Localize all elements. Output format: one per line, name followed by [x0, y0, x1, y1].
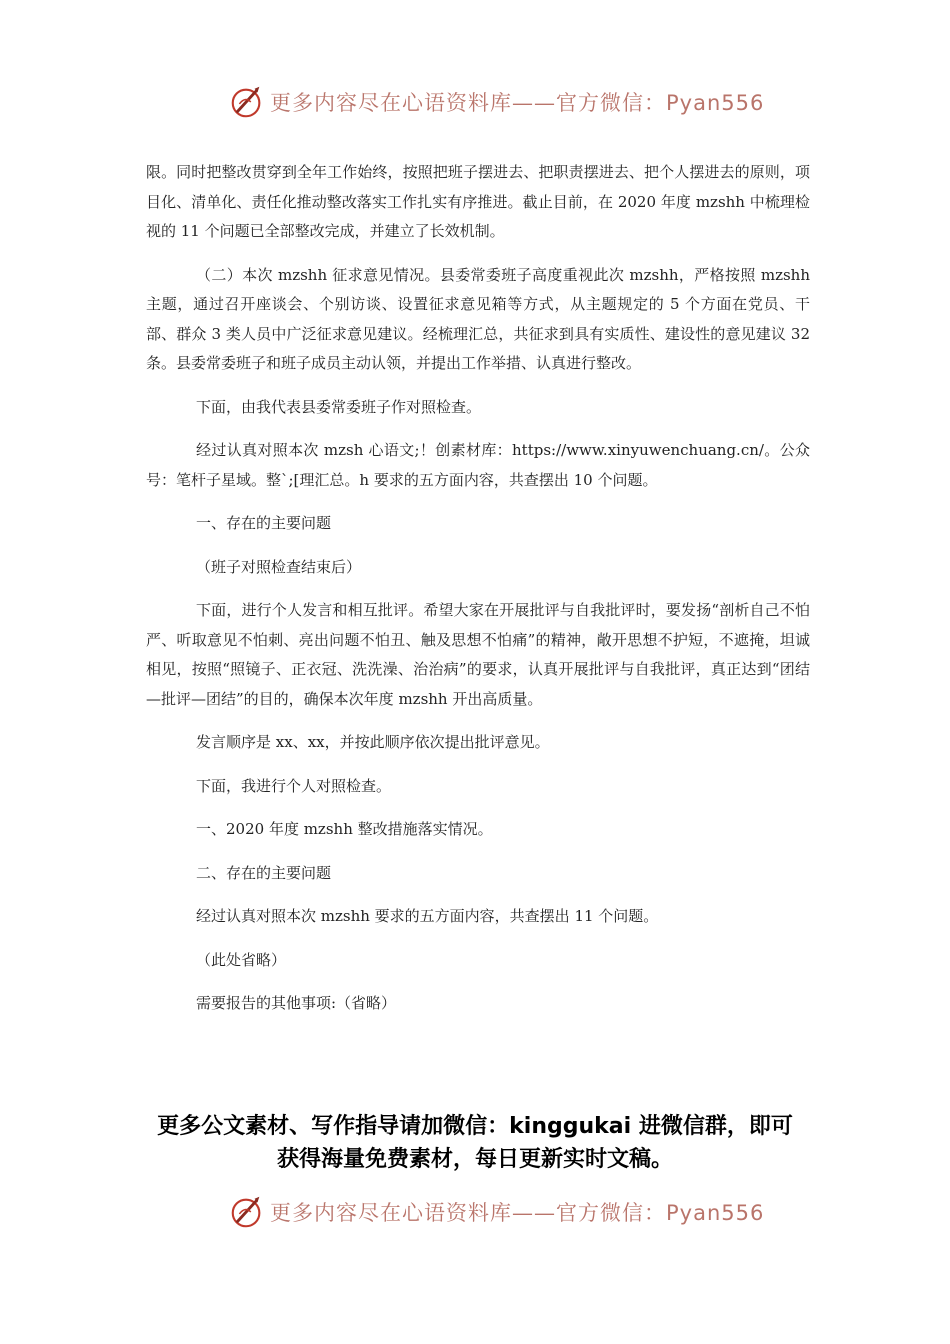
promo-line-2: 获得海量免费素材，每日更新实时文稿。 [276, 1147, 673, 1172]
banner-title [270, 87, 764, 117]
promo-block [120, 1110, 830, 1176]
section-heading: 一、2020 年度 mzshh 整改措施落实情况。 [196, 820, 493, 838]
paragraph: 经过认真对照本次 mzsh 心语文;！创素材库：https://www.xinyuwenchuang.cn/。公众号：笔杆子星域。整`;[理汇总。h 要求的五方面内容，共查摆出 10 个问题。 [146, 441, 810, 489]
section-heading: 一、存在的主要问题 [196, 514, 332, 532]
paragraph: （此处省略） [196, 950, 287, 969]
paragraph: （二）本次 mzshh 征求意见情况。县委常委班子高度重视此次 mzshh，严格按照 mzshh 主题，通过召开座谈会、个别访谈、设置征求意见箱等方式，从主题规定的 5 个方面在党员、干部、群众 3 类人员中广泛征求意见建议。经梳理汇总，共征求到具有实质性、建设性的意见建议 32 条。县委常委班子和班子成员主动认领，并提出工作举措、认真进行整改。 [146, 265, 810, 372]
paragraph: 下面，由我代表县委常委班子作对照检查。 [196, 397, 482, 416]
document-body [146, 158, 810, 1033]
header-banner [228, 82, 764, 122]
paragraph: 需要报告的其他事项:（省略） [196, 994, 397, 1012]
paragraph: 发言顺序是 xx、xx，并按此顺序依次提出批评意见。 [196, 733, 550, 751]
banner-site-text: 更多内容尽在心语资料库 [270, 1201, 512, 1225]
paragraph: 下面，我进行个人对照检查。 [196, 776, 392, 795]
banner-title [270, 1197, 764, 1227]
footer-banner [228, 1192, 764, 1232]
banner-wechat-id: Pyan556 [666, 91, 765, 115]
pen-logo-icon [228, 83, 266, 121]
banner-dash: —— [512, 1201, 556, 1225]
paragraph: 下面，进行个人发言和相互批评。希望大家在开展批评与自我批评时，要发扬“剖析自己不怕严、听取意见不怕刺、亮出问题不怕丑、触及思想不怕痛”的精神，敞开思想不护短，不遮掩，坦诚相见，按照“照镜子、正衣冠、洗洗澡、治治病”的要求，认真开展批评与自我批评，真正达到“团结—批评—团结”的目的，确保本次年度 mzshh 开出高质量。 [146, 601, 810, 708]
banner-wechat-id: Pyan556 [666, 1201, 765, 1225]
pen-logo-icon [228, 1193, 266, 1231]
section-heading: 二、存在的主要问题 [196, 863, 332, 882]
paragraph: 经过认真对照本次 mzshh 要求的五方面内容，共查摆出 11 个问题。 [196, 907, 659, 925]
banner-site-text: 更多内容尽在心语资料库 [270, 91, 512, 115]
promo-line-1: 更多公文素材、写作指导请加微信：kinggukai 进微信群，即可 [157, 1114, 793, 1139]
banner-dash: —— [512, 91, 556, 115]
banner-wechat-label: 官方微信： [556, 91, 666, 115]
paragraph: 限。同时把整改贯穿到全年工作始终，按照把班子摆进去、把职责摆进去、把个人摆进去的原则，项目化、清单化、责任化推动整改落实工作扎实有序推进。截止目前，在 2020 年度 mzshh 中梳理检视的 11 个问题已全部整改完成，并建立了长效机制。 [146, 163, 810, 240]
paragraph: （班子对照检查结束后） [196, 557, 362, 576]
banner-wechat-label: 官方微信： [556, 1201, 666, 1225]
